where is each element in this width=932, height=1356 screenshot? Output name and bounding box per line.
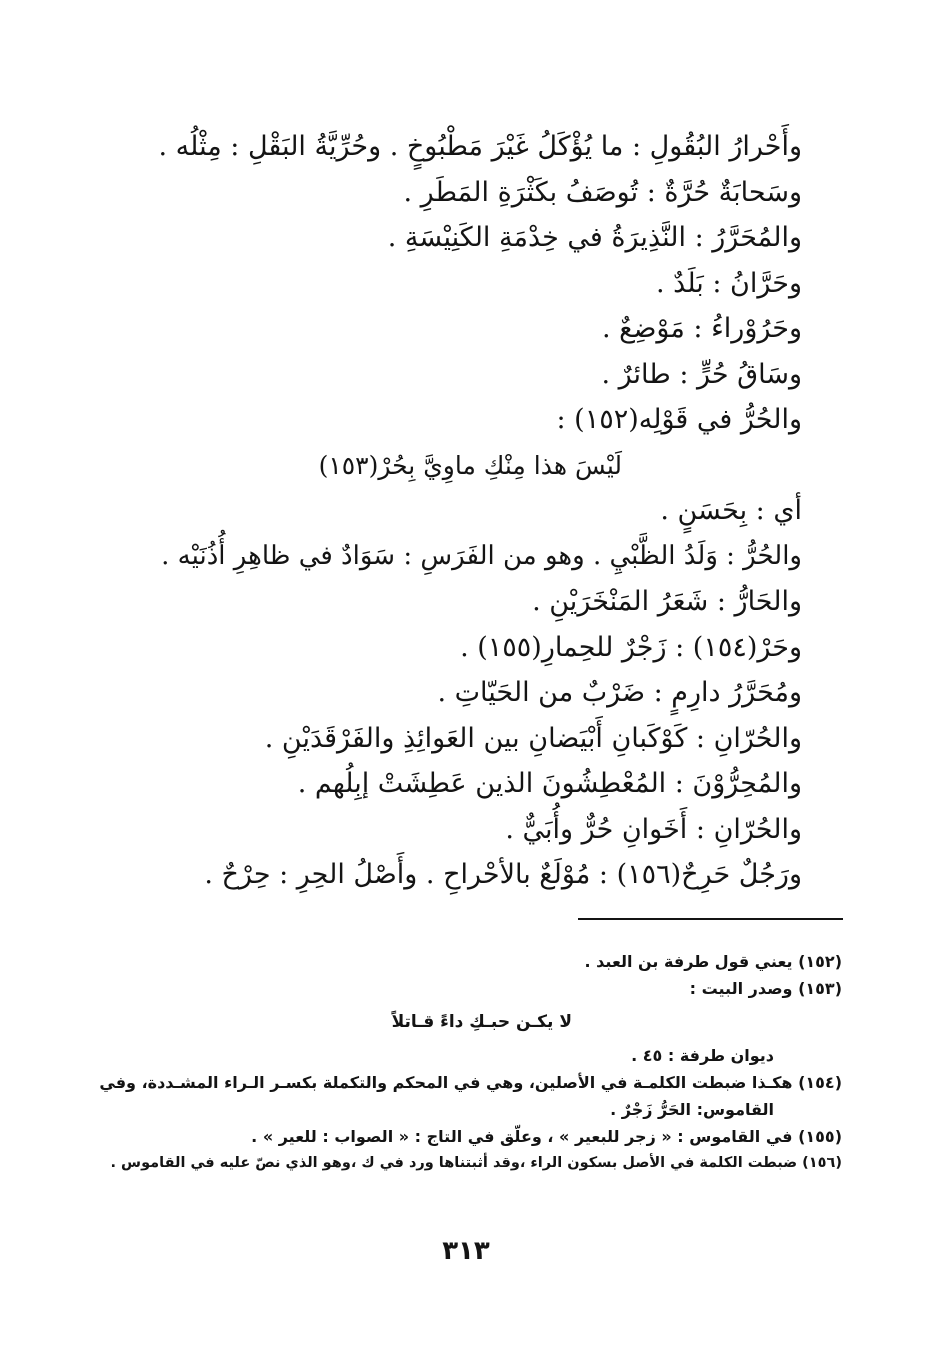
entry-line: والحُرُّ في قَوْلِه(١٥٢) :: [556, 404, 802, 435]
footnote-152: (١٥٢) يعني قول طرفة بن العبد .: [584, 952, 842, 971]
footnotes-block: [96, 948, 842, 1177]
entry-line: أي : بِحَسَنٍ .: [660, 495, 802, 526]
entry-line: ومُحَرَّرُ دارِمٍ : ضَرْبٌ من الحَيّاتِ .: [437, 677, 802, 708]
entry-line: وحَرُوْراءُ : مَوْضِعٌ .: [601, 313, 802, 344]
entry-line: وحَرَّانُ : بَلَدٌ .: [655, 267, 802, 299]
entry-line: وأَحْرارُ البُقُولِ : ما يُؤْكَلُ غَيْرَ مَطْبُوخٍ . وحُرِّيَّةُ البَقْلِ : مِثْلُه .: [158, 131, 802, 162]
entry-line: والمُحَرَّرُ : النَّذِيرَةُ في خِدْمَةِ الكَنِيْسَةِ .: [387, 222, 802, 253]
entry-line: وسَحابَةٌ حُرَّةٌ : تُوصَفُ بكَثْرَةِ المَطَرِ .: [403, 176, 802, 208]
footnote-156: (١٥٦) ضبطت الكلمة في الأصل بسكون الراء ،وقد أثبتناها ورد في ك ،وهو الذي نصّ عليه في القاموس .: [110, 1155, 842, 1171]
footnote-154-continuation: القاموس: الحَرُّ زَجْرٌ .: [610, 1100, 774, 1119]
footnote-153-verse: لا يكـن حبـكِ داءً قـاتلاً: [391, 1012, 572, 1032]
entry-line: والحُرُّ : وَلَدُ الظَّبْيِ . وهو من الفَرَسِ : سَوَادٌ في ظاهِرِ أُذُنَيْه .: [161, 540, 802, 571]
footnote-154: (١٥٤) هكـذا ضبطت الكلمـة في الأصلين، وهي في المحكم والتكملة بكسـر الـراء المشـددة، وفي: [99, 1073, 842, 1092]
footnote-153: (١٥٣) وصدر البيت :: [689, 979, 842, 998]
entry-line: والحَارُّ : شَعَرُ المَنْخَرَيْنِ .: [532, 586, 802, 617]
verse-line: لَيْسَ هذا مِنْكِ ماوِيَّ بِحُرْ(١٥٣): [318, 450, 622, 480]
page-number: ٣١٣: [442, 1236, 490, 1266]
main-text-block: [150, 124, 802, 898]
entry-line: وسَاقُ حُرٍّ : طائرٌ .: [601, 358, 802, 390]
footnote-separator: [578, 918, 843, 920]
entry-line: والحُرّانِ : كَوْكَبانِ أَبْيَضانِ بين العَوائِذِ والفَرْقَدَيْنِ .: [264, 722, 802, 754]
footnote-155: (١٥٥) في القاموس : « زجر للبعير » ، وعلّق في التاج : « الصواب : للعير » .: [251, 1127, 842, 1146]
entry-line: وحَرْ(١٥٤) : زَجْرٌ للحِمارِ(١٥٥) .: [460, 631, 802, 663]
entry-line: والحُرّانِ : أَخَوانِ حُرٌّ وأُبَيٌّ .: [505, 813, 802, 845]
footnote-153-source: ديوان طرفة : ٤٥ .: [631, 1046, 774, 1065]
entry-line: ورَجُلٌ حَرِحٌ(١٥٦) : مُوْلَعٌ بالأحْراحِ . وأَصْلُ الحِرِ : حِرْحٌ .: [204, 859, 802, 890]
entry-line: والمُحِرُّوْنَ : المُعْطِشُونَ الذين عَطِشَتْ إبِلُهم .: [297, 768, 802, 799]
